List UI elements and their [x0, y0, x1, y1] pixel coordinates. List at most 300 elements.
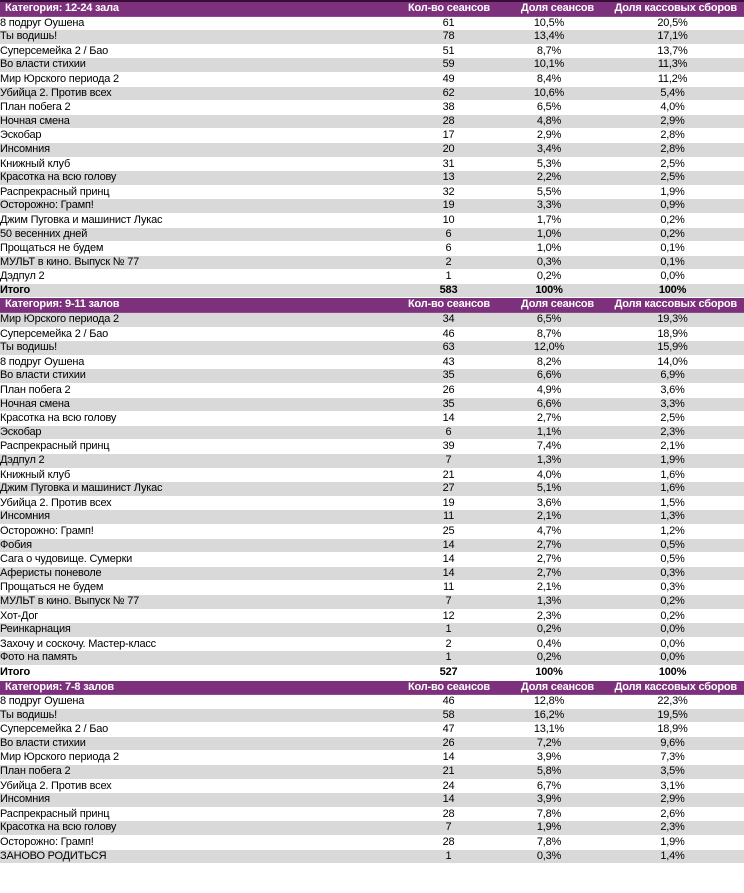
- movie-title-cell: Красотка на всю голову: [0, 171, 400, 185]
- table-row: [0, 412, 744, 426]
- movie-title-cell: Джим Пуговка и машинист Лукас: [0, 482, 400, 496]
- session-share-cell: 2,2%: [497, 171, 601, 185]
- column-header-sessions-count: Кол-во сеансов: [400, 680, 497, 695]
- movie-title-cell: Инсомния: [0, 510, 400, 524]
- table-row: [0, 553, 744, 567]
- session-share-cell: 6,6%: [497, 369, 601, 383]
- boxoffice-share-cell: 0,1%: [601, 256, 744, 270]
- session-share-cell: 1,3%: [497, 454, 601, 468]
- session-share-cell: 3,9%: [497, 793, 601, 807]
- sessions-count-cell: 43: [442, 355, 455, 368]
- table-row: [0, 398, 744, 412]
- session-share-cell: 7,2%: [497, 737, 601, 751]
- movie-title-cell: Во власти стихии: [0, 58, 400, 72]
- section-title: Категория: 7-8 залов: [0, 680, 400, 695]
- movie-title-cell: Убийца 2. Против всех: [0, 779, 112, 792]
- boxoffice-share-cell: 0,3%: [601, 567, 744, 581]
- session-share-cell: 5,8%: [497, 765, 601, 779]
- section-title: Категория: 12-24 зала: [0, 1, 400, 16]
- sessions-count-cell: 19: [442, 496, 455, 509]
- boxoffice-share-cell: 2,5%: [660, 412, 685, 425]
- boxoffice-share-cell: 1,9%: [660, 185, 685, 198]
- boxoffice-share-cell: 1,5%: [660, 496, 685, 509]
- sessions-count-cell: 28: [442, 836, 455, 849]
- boxoffice-share-cell: 6,9%: [601, 369, 744, 383]
- table-row: [0, 256, 744, 270]
- sessions-count-cell: 62: [400, 87, 497, 101]
- session-share-cell: 13,1%: [533, 723, 565, 736]
- column-header-session-share: Доля сеансов: [497, 298, 601, 313]
- boxoffice-share-cell: 0,0%: [601, 623, 744, 637]
- movie-title-cell: Распрекрасный принц: [0, 807, 110, 820]
- total-row: [0, 665, 744, 680]
- table-row: [0, 199, 744, 213]
- table-row: [0, 440, 744, 454]
- sessions-count-cell: 10: [442, 213, 455, 226]
- table-row: [0, 369, 744, 383]
- sessions-count-cell: 51: [442, 44, 455, 57]
- boxoffice-share-cell: 2,8%: [660, 129, 685, 142]
- boxoffice-share-cell: 100%: [601, 284, 744, 298]
- sessions-count-cell: 14: [400, 539, 497, 553]
- boxoffice-share-cell: 14,0%: [657, 355, 688, 368]
- table-row: [0, 496, 744, 510]
- sessions-count-cell: 61: [442, 16, 455, 29]
- sessions-count-cell: 14: [442, 751, 455, 764]
- movie-title-cell: Книжный клуб: [0, 468, 71, 481]
- movie-title-cell: План побега 2: [0, 765, 400, 779]
- session-share-cell: 3,9%: [536, 751, 562, 764]
- table-row: [0, 567, 744, 581]
- session-share-cell: 0,2%: [536, 270, 562, 283]
- boxoffice-share-cell: 0,5%: [660, 553, 685, 566]
- session-share-cell: 8,4%: [536, 72, 562, 85]
- session-share-cell: 3,3%: [497, 199, 601, 213]
- sessions-count-cell: 46: [442, 695, 455, 708]
- sessions-count-cell: 1: [400, 651, 497, 665]
- boxoffice-share-cell: 9,6%: [601, 737, 744, 751]
- movie-title-cell: План побега 2: [0, 101, 71, 114]
- sessions-count-cell: 19: [400, 199, 497, 213]
- movie-title-cell: МУЛЬТ в кино. Выпуск № 77: [0, 595, 400, 609]
- movie-title-cell: Прощаться не будем: [0, 242, 104, 255]
- movie-title-cell: Инсомния: [0, 793, 400, 807]
- boxoffice-share-cell: 3,3%: [601, 398, 744, 412]
- boxoffice-share-cell: 2,9%: [601, 115, 744, 129]
- table-row: [0, 384, 744, 398]
- sessions-count-cell: 2: [445, 637, 452, 650]
- sessions-count-cell: 78: [400, 30, 497, 44]
- sessions-count-cell: 31: [442, 157, 455, 170]
- session-share-cell: 16,2%: [497, 709, 601, 723]
- session-share-cell: 6,6%: [497, 398, 601, 412]
- sessions-count-cell: 527: [439, 665, 458, 678]
- boxoffice-share-cell: 1,9%: [660, 836, 685, 849]
- sessions-count-cell: 39: [442, 440, 455, 453]
- movie-title-cell: Распрекрасный принц: [0, 440, 110, 453]
- total-row: [0, 284, 744, 298]
- session-share-cell: 2,7%: [536, 412, 562, 425]
- session-share-cell: 5,1%: [497, 482, 601, 496]
- session-share-cell: 2,7%: [536, 553, 562, 566]
- sessions-count-cell: 28: [442, 807, 455, 820]
- session-share-cell: 7,4%: [536, 440, 562, 453]
- movie-title-cell: План побега 2: [0, 384, 71, 397]
- movie-title-cell: Сага о чудовище. Сумерки: [0, 553, 133, 566]
- movie-title-cell: Осторожно: Грамп!: [0, 524, 94, 537]
- table-row: [0, 30, 744, 44]
- movie-title-cell: Инсомния: [0, 143, 400, 157]
- film-stats-table-body: [0, 1, 744, 864]
- boxoffice-share-cell: 0,2%: [601, 228, 744, 242]
- boxoffice-share-cell: 0,5%: [601, 539, 744, 553]
- session-share-cell: 13,4%: [497, 30, 601, 44]
- sessions-count-cell: 46: [442, 327, 455, 340]
- boxoffice-share-cell: 2,6%: [660, 807, 685, 820]
- table-row: [0, 821, 744, 835]
- sessions-count-cell: 583: [400, 284, 497, 298]
- sessions-count-cell: 6: [445, 242, 452, 255]
- boxoffice-share-cell: 19,3%: [601, 313, 744, 328]
- table-row: [0, 213, 744, 227]
- movie-title-cell: Осторожно: Грамп!: [0, 199, 400, 213]
- sessions-count-cell: 1: [400, 850, 497, 864]
- session-share-cell: 2,1%: [536, 581, 562, 594]
- boxoffice-share-cell: 3,6%: [660, 384, 685, 397]
- sessions-count-cell: 12: [442, 609, 455, 622]
- boxoffice-share-cell: 18,9%: [657, 723, 688, 736]
- boxoffice-share-cell: 19,5%: [601, 709, 744, 723]
- movie-title-cell: Ночная смена: [0, 115, 400, 129]
- table-row: [0, 115, 744, 129]
- boxoffice-share-cell: 18,9%: [657, 327, 688, 340]
- movie-title-cell: Джим Пуговка и машинист Лукас: [0, 213, 163, 226]
- boxoffice-share-cell: 7,3%: [660, 751, 685, 764]
- table-row: [0, 609, 744, 623]
- table-row: [0, 242, 744, 256]
- movie-title-cell: Реинкарнация: [0, 623, 400, 637]
- sessions-count-cell: 47: [442, 723, 455, 736]
- boxoffice-share-cell: 2,3%: [601, 821, 744, 835]
- table-row: [0, 327, 744, 341]
- table-row: [0, 737, 744, 751]
- boxoffice-share-cell: 20,5%: [657, 16, 688, 29]
- movie-title-cell: Ты водишь!: [0, 30, 400, 44]
- boxoffice-share-cell: 3,1%: [660, 779, 685, 792]
- sessions-count-cell: 24: [442, 779, 455, 792]
- movie-title-cell: Во власти стихии: [0, 369, 400, 383]
- boxoffice-share-cell: 0,1%: [660, 242, 685, 255]
- sessions-count-cell: 35: [400, 398, 497, 412]
- table-row: [0, 695, 744, 709]
- movie-title-cell: Аферисты поневоле: [0, 567, 400, 581]
- table-row: [0, 524, 744, 538]
- table-row: [0, 751, 744, 765]
- session-share-cell: 4,9%: [536, 384, 562, 397]
- sessions-count-cell: 59: [400, 58, 497, 72]
- table-row: [0, 101, 744, 115]
- section-title: Категория: 9-11 залов: [0, 298, 400, 313]
- session-share-cell: 6,7%: [536, 779, 562, 792]
- session-share-cell: 2,7%: [497, 567, 601, 581]
- movie-title-cell: Итого: [0, 665, 31, 678]
- movie-title-cell: МУЛЬТ в кино. Выпуск № 77: [0, 256, 400, 270]
- sessions-count-cell: 11: [442, 581, 455, 594]
- table-row: [0, 355, 744, 369]
- table-row: [0, 270, 744, 284]
- table-row: [0, 87, 744, 101]
- movie-title-cell: Дэдпул 2: [0, 270, 45, 283]
- sessions-count-cell: 34: [400, 313, 497, 328]
- movie-title-cell: Ты водишь!: [0, 709, 400, 723]
- table-row: [0, 228, 744, 242]
- table-row: [0, 581, 744, 595]
- sessions-count-cell: 11: [400, 510, 497, 524]
- sessions-count-cell: 38: [442, 101, 455, 114]
- boxoffice-share-cell: 0,0%: [660, 637, 685, 650]
- movie-title-cell: Красотка на всю голову: [0, 412, 117, 425]
- table-row: [0, 510, 744, 524]
- session-share-cell: 7,8%: [536, 807, 562, 820]
- session-share-cell: 100%: [535, 665, 563, 678]
- table-row: [0, 482, 744, 496]
- session-share-cell: 2,7%: [497, 539, 601, 553]
- movie-title-cell: 8 подруг Оушена: [0, 355, 85, 368]
- movie-title-cell: Хот-Дог: [0, 609, 39, 622]
- table-row: [0, 454, 744, 468]
- sessions-count-cell: 14: [400, 567, 497, 581]
- movie-title-cell: 8 подруг Оушена: [0, 16, 85, 29]
- table-row: [0, 850, 744, 864]
- session-share-cell: 1,0%: [497, 228, 601, 242]
- sessions-count-cell: 21: [400, 765, 497, 779]
- session-share-cell: 10,6%: [497, 87, 601, 101]
- movie-title-cell: Суперсемейка 2 / Бао: [0, 723, 109, 736]
- table-row: [0, 637, 744, 651]
- boxoffice-share-cell: 0,2%: [660, 609, 685, 622]
- session-share-cell: 2,3%: [536, 609, 562, 622]
- section-header-row: [0, 680, 744, 695]
- sessions-count-cell: 2: [400, 256, 497, 270]
- session-share-cell: 8,2%: [536, 355, 562, 368]
- movie-title-cell: 50 весенних дней: [0, 228, 400, 242]
- column-header-sessions-count: Кол-во сеансов: [400, 298, 497, 313]
- session-share-cell: 6,5%: [497, 313, 601, 328]
- movie-title-cell: Распрекрасный принц: [0, 185, 110, 198]
- session-share-cell: 1,3%: [497, 595, 601, 609]
- table-row: [0, 595, 744, 609]
- boxoffice-share-cell: 4,0%: [660, 101, 685, 114]
- boxoffice-share-cell: 11,3%: [601, 58, 744, 72]
- table-row: [0, 171, 744, 185]
- column-header-session-share: Доля сеансов: [497, 1, 601, 16]
- sessions-count-cell: 20: [400, 143, 497, 157]
- session-share-cell: 1,1%: [497, 426, 601, 440]
- table-row: [0, 313, 744, 328]
- boxoffice-share-cell: 15,9%: [601, 341, 744, 355]
- sessions-count-cell: 26: [400, 737, 497, 751]
- sessions-count-cell: 58: [400, 709, 497, 723]
- session-share-cell: 12,0%: [497, 341, 601, 355]
- table-row: [0, 765, 744, 779]
- session-share-cell: 8,7%: [536, 44, 562, 57]
- table-row: [0, 157, 744, 171]
- sessions-count-cell: 32: [442, 185, 455, 198]
- sessions-count-cell: 14: [442, 412, 455, 425]
- boxoffice-share-cell: 0,2%: [660, 213, 685, 226]
- table-row: [0, 836, 744, 850]
- table-row: [0, 468, 744, 482]
- movie-title-cell: Мир Юрского периода 2: [0, 751, 119, 764]
- movie-title-cell: Убийца 2. Против всех: [0, 87, 400, 101]
- boxoffice-share-cell: 100%: [658, 665, 687, 678]
- movie-title-cell: Прощаться не будем: [0, 581, 104, 594]
- column-header-boxoffice-share: Доля кассовых сборов: [601, 680, 744, 695]
- boxoffice-share-cell: 2,9%: [601, 793, 744, 807]
- movie-title-cell: Красотка на всю голову: [0, 821, 400, 835]
- table-row: [0, 807, 744, 821]
- session-share-cell: 2,9%: [536, 129, 562, 142]
- session-share-cell: 100%: [497, 284, 601, 298]
- movie-title-cell: Эскобар: [0, 426, 400, 440]
- sessions-count-cell: 7: [400, 821, 497, 835]
- table-row: [0, 72, 744, 86]
- session-share-cell: 0,2%: [497, 623, 601, 637]
- table-row: [0, 16, 744, 30]
- boxoffice-share-cell: 2,8%: [601, 143, 744, 157]
- column-header-boxoffice-share: Доля кассовых сборов: [601, 298, 744, 313]
- session-share-cell: 3,6%: [536, 496, 562, 509]
- sessions-count-cell: 1: [400, 623, 497, 637]
- boxoffice-share-cell: 13,7%: [657, 44, 688, 57]
- boxoffice-share-cell: 2,5%: [601, 171, 744, 185]
- sessions-count-cell: 14: [442, 553, 455, 566]
- boxoffice-share-cell: 0,0%: [660, 270, 685, 283]
- boxoffice-share-cell: 1,6%: [660, 468, 685, 481]
- movie-title-cell: Мир Юрского периода 2: [0, 313, 400, 328]
- sessions-count-cell: 49: [442, 72, 455, 85]
- table-row: [0, 185, 744, 199]
- sessions-count-cell: 7: [400, 454, 497, 468]
- session-share-cell: 5,3%: [536, 157, 562, 170]
- movie-title-cell: Эскобар: [0, 129, 42, 142]
- table-row: [0, 44, 744, 58]
- session-share-cell: 1,0%: [536, 242, 562, 255]
- session-share-cell: 10,5%: [533, 16, 565, 29]
- movie-title-cell: 8 подруг Оушена: [0, 695, 85, 708]
- table-row: [0, 623, 744, 637]
- table-row: [0, 723, 744, 737]
- boxoffice-share-cell: 2,5%: [660, 157, 685, 170]
- session-share-cell: 8,7%: [536, 327, 562, 340]
- session-share-cell: 1,9%: [497, 821, 601, 835]
- movie-title-cell: Книжный клуб: [0, 157, 71, 170]
- column-header-sessions-count: Кол-во сеансов: [400, 1, 497, 16]
- movie-title-cell: Захочу и соскочу. Мастер-класс: [0, 637, 156, 650]
- session-share-cell: 4,0%: [536, 468, 562, 481]
- movie-title-cell: Итого: [0, 284, 400, 298]
- movie-title-cell: Осторожно: Грамп!: [0, 836, 94, 849]
- sessions-count-cell: 7: [400, 595, 497, 609]
- session-share-cell: 12,8%: [533, 695, 565, 708]
- sessions-count-cell: 13: [400, 171, 497, 185]
- boxoffice-share-cell: 2,3%: [601, 426, 744, 440]
- sessions-count-cell: 35: [400, 369, 497, 383]
- session-share-cell: 0,3%: [497, 256, 601, 270]
- column-header-boxoffice-share: Доля кассовых сборов: [601, 1, 744, 16]
- sessions-count-cell: 26: [442, 384, 455, 397]
- movie-title-cell: ЗАНОВО РОДИТЬСЯ: [0, 850, 400, 864]
- session-share-cell: 1,7%: [536, 213, 562, 226]
- boxoffice-share-cell: 5,4%: [601, 87, 744, 101]
- table-row: [0, 426, 744, 440]
- boxoffice-share-cell: 2,1%: [660, 440, 685, 453]
- session-share-cell: 7,8%: [536, 836, 562, 849]
- table-row: [0, 58, 744, 72]
- sessions-count-cell: 27: [400, 482, 497, 496]
- boxoffice-share-cell: 0,0%: [601, 651, 744, 665]
- section-header-row: [0, 298, 744, 313]
- session-share-cell: 0,2%: [497, 651, 601, 665]
- movie-title-cell: Ты водишь!: [0, 341, 400, 355]
- table-row: [0, 539, 744, 553]
- session-share-cell: 4,8%: [497, 115, 601, 129]
- session-share-cell: 2,1%: [497, 510, 601, 524]
- boxoffice-share-cell: 1,3%: [601, 510, 744, 524]
- table-row: [0, 651, 744, 665]
- sessions-count-cell: 6: [400, 426, 497, 440]
- movie-title-cell: Суперсемейка 2 / Бао: [0, 327, 109, 340]
- movie-title-cell: Дэдпул 2: [0, 454, 400, 468]
- column-header-session-share: Доля сеансов: [497, 680, 601, 695]
- sessions-count-cell: 6: [400, 228, 497, 242]
- boxoffice-share-cell: 1,2%: [660, 524, 685, 537]
- boxoffice-share-cell: 0,9%: [601, 199, 744, 213]
- boxoffice-share-cell: 1,4%: [601, 850, 744, 864]
- sessions-count-cell: 1: [445, 270, 452, 283]
- sessions-count-cell: 28: [400, 115, 497, 129]
- table-row: [0, 709, 744, 723]
- movie-title-cell: Мир Юрского периода 2: [0, 72, 119, 85]
- boxoffice-share-cell: 22,3%: [657, 695, 688, 708]
- movie-title-cell: Фото на память: [0, 651, 400, 665]
- section-header-row: [0, 1, 744, 16]
- boxoffice-share-cell: 0,2%: [601, 595, 744, 609]
- movie-title-cell: Убийца 2. Против всех: [0, 496, 112, 509]
- movie-title-cell: Фобия: [0, 539, 400, 553]
- session-share-cell: 0,4%: [536, 637, 562, 650]
- sessions-count-cell: 21: [442, 468, 455, 481]
- session-share-cell: 3,4%: [497, 143, 601, 157]
- table-row: [0, 793, 744, 807]
- boxoffice-share-cell: 3,5%: [601, 765, 744, 779]
- sessions-count-cell: 25: [442, 524, 455, 537]
- session-share-cell: 4,7%: [536, 524, 562, 537]
- session-share-cell: 10,1%: [497, 58, 601, 72]
- table-row: [0, 341, 744, 355]
- table-row: [0, 143, 744, 157]
- session-share-cell: 5,5%: [536, 185, 562, 198]
- boxoffice-share-cell: 0,3%: [660, 581, 685, 594]
- boxoffice-share-cell: 17,1%: [601, 30, 744, 44]
- movie-title-cell: Во власти стихии: [0, 737, 400, 751]
- movie-title-cell: Ночная смена: [0, 398, 400, 412]
- sessions-count-cell: 14: [400, 793, 497, 807]
- table-row: [0, 779, 744, 793]
- boxoffice-share-cell: 1,9%: [601, 454, 744, 468]
- sessions-count-cell: 63: [400, 341, 497, 355]
- boxoffice-share-cell: 11,2%: [657, 72, 688, 85]
